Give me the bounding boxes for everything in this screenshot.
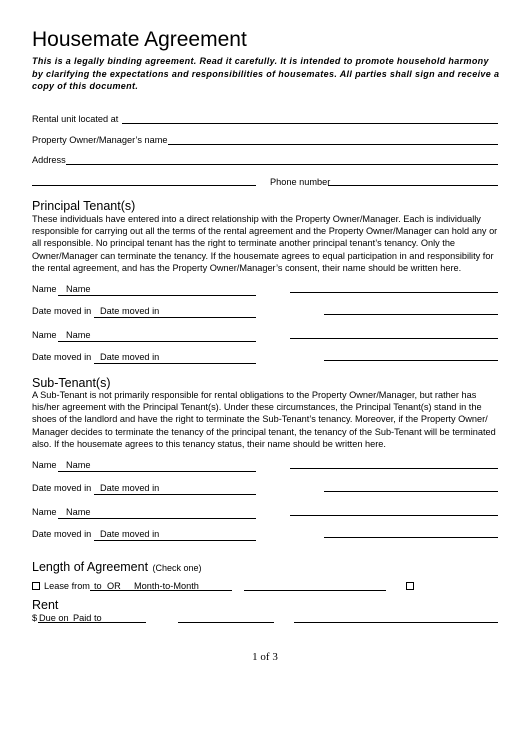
sub-name-field[interactable]: Name: [58, 507, 256, 519]
principal-date-field[interactable]: Date moved in: [94, 352, 256, 364]
principal-signature-field[interactable]: [290, 292, 498, 293]
principal-tenants-text: These individuals have entered into a direct relationship with the Property Owner/Manager. Each is individually responsible for carrying out all the terms of the rental agreement and the Property Owner/Manager can hold any or all responsible. No principal tenant has the right to terminate another principal tenant’s tenancy. Only the Owner/Manager can terminate the tenancy. If the housemate agrees to equal participation in and responsibility for the rental agreement, and has the Property Owner/Manager’s consent, their name should be written here.: [32, 214, 498, 273]
sub-name-label: Name: [32, 460, 57, 470]
rental-unit-field[interactable]: [122, 123, 498, 124]
principal-name-label: Name: [32, 284, 57, 294]
rent-due-field[interactable]: [178, 622, 274, 623]
sub-date-signature-field[interactable]: [324, 491, 498, 492]
address-line-2-field[interactable]: [32, 185, 256, 186]
lease-to-label: to: [94, 581, 102, 591]
legal-notice: This is a legally binding agreement. Read it carefully. It is intended to promote household harmony by clarifying the expectations and responsibilities of housemates. All parties shall sign and receive a copy of this document.: [32, 56, 500, 91]
principal-tenants-heading: Principal Tenant(s): [32, 199, 136, 213]
sub-date-field[interactable]: Date moved in: [94, 529, 256, 541]
length-heading: Length of Agreement: [32, 560, 149, 574]
owner-name-label: Property Owner/Manager’s name: [32, 135, 168, 145]
rent-dollar-sign: $: [32, 613, 38, 623]
principal-name-field[interactable]: Name: [58, 284, 256, 296]
rent-due-label: Due on: [39, 613, 69, 623]
lease-end-field[interactable]: [244, 590, 386, 591]
principal-signature-field[interactable]: [290, 338, 498, 339]
address-field[interactable]: [66, 164, 498, 165]
principal-date-label: Date moved in: [32, 352, 92, 362]
lease-checkbox[interactable]: [32, 582, 40, 590]
length-hint: (Check one): [152, 563, 202, 573]
document-title: Housemate Agreement: [32, 28, 247, 51]
address-label: Address: [32, 155, 66, 165]
principal-date-signature-field[interactable]: [324, 360, 498, 361]
principal-name-label: Name: [32, 330, 57, 340]
principal-date-label: Date moved in: [32, 306, 92, 316]
sub-signature-field[interactable]: [290, 468, 498, 469]
length-heading-row: [32, 558, 202, 576]
sub-tenants-text: A Sub-Tenant is not primarily responsible for rental obligations to the Property Owner/Manager, but rather has his/her agreement with the Principal Tenant(s). Under these circumstances, the Principal Tenant(s) stand in the shoes of the landlord and have the right to terminate the Sub-Tenant’s tenancy. Moreover, if the Property Owner/ Manager decides to terminate the tenancy of the principal tenant, the tenancy of the Sub-Tenant will be terminated also. If the housemate agrees to this tenancy status, their name should be written here.: [32, 390, 496, 449]
page-number: 1 of 3: [252, 651, 278, 663]
phone-field[interactable]: [328, 185, 498, 186]
rent-paid-to-field[interactable]: [294, 622, 498, 623]
rent-heading: Rent: [32, 598, 59, 612]
month-to-month-label: Month-to-Month: [134, 581, 199, 591]
phone-label: Phone number: [270, 177, 331, 187]
sub-date-label: Date moved in: [32, 483, 92, 493]
sub-signature-field[interactable]: [290, 515, 498, 516]
lease-from-label: Lease from: [44, 581, 90, 591]
principal-name-field[interactable]: Name: [58, 330, 256, 342]
month-to-month-checkbox[interactable]: [406, 582, 414, 590]
sub-date-signature-field[interactable]: [324, 537, 498, 538]
rent-paid-label: Paid to: [73, 613, 102, 623]
rental-unit-label: Rental unit located at: [32, 114, 119, 124]
principal-date-field[interactable]: Date moved in: [94, 306, 256, 318]
sub-date-label: Date moved in: [32, 529, 92, 539]
sub-tenants-heading: Sub-Tenant(s): [32, 376, 111, 390]
sub-name-label: Name: [32, 507, 57, 517]
sub-date-field[interactable]: Date moved in: [94, 483, 256, 495]
owner-name-field[interactable]: [168, 144, 498, 145]
principal-date-signature-field[interactable]: [324, 314, 498, 315]
lease-or-label: OR: [107, 581, 121, 591]
sub-name-field[interactable]: Name: [58, 460, 256, 472]
